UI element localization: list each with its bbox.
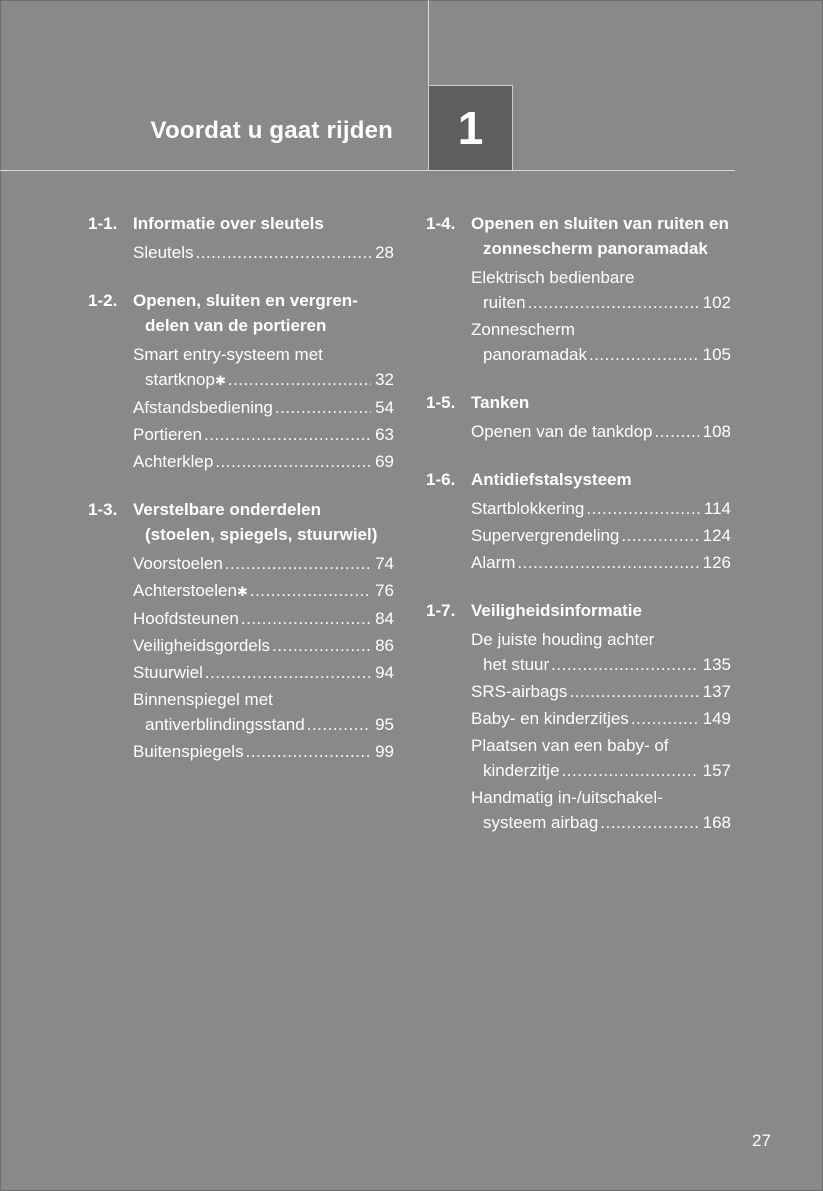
toc-entry-line bbox=[133, 367, 394, 393]
entry-title: Plaatsen van een baby- of bbox=[471, 736, 669, 755]
page-number: 27 bbox=[752, 1131, 771, 1150]
toc-section bbox=[88, 211, 394, 265]
toc-entry[interactable] bbox=[133, 342, 394, 393]
footnote-asterisk: ✱ bbox=[236, 584, 248, 599]
toc-entry[interactable] bbox=[471, 496, 731, 521]
toc-entry[interactable] bbox=[471, 550, 731, 575]
dot-leader bbox=[204, 422, 371, 447]
entry-page-number: 95 bbox=[375, 715, 394, 734]
entry-page-number: 114 bbox=[703, 499, 731, 518]
toc-entry[interactable] bbox=[471, 419, 731, 444]
chapter-number-tab: 1 bbox=[428, 85, 513, 170]
toc-entry-line bbox=[471, 758, 731, 783]
toc-entry-line bbox=[133, 712, 394, 737]
entry-title: Stuurwiel bbox=[133, 663, 203, 682]
toc-entry-list bbox=[88, 551, 394, 764]
section-heading bbox=[88, 497, 394, 547]
entry-page-number: 32 bbox=[375, 370, 394, 389]
dot-leader bbox=[307, 712, 371, 737]
entry-page-number: 149 bbox=[702, 709, 731, 728]
toc-section bbox=[426, 598, 731, 835]
entry-page-number: 54 bbox=[375, 398, 394, 417]
entry-page-number: 105 bbox=[702, 345, 731, 364]
entry-page-number: 84 bbox=[375, 609, 394, 628]
section-number: 1-1. bbox=[88, 214, 118, 233]
dot-leader bbox=[528, 290, 699, 315]
toc-entry-list bbox=[426, 265, 731, 367]
entry-title: Startblokkering bbox=[471, 499, 585, 518]
toc-entry[interactable] bbox=[133, 551, 394, 576]
toc-entry-line bbox=[471, 290, 731, 315]
section-heading bbox=[426, 598, 731, 623]
dot-leader bbox=[517, 550, 698, 575]
entry-page-number: 157 bbox=[702, 761, 731, 780]
dot-leader bbox=[195, 240, 371, 265]
dot-leader bbox=[205, 660, 371, 685]
toc-section bbox=[426, 211, 731, 367]
toc-entry[interactable] bbox=[133, 606, 394, 631]
entry-title: systeem airbag bbox=[483, 813, 599, 832]
header-divider-horizontal bbox=[0, 170, 735, 171]
toc-entry[interactable] bbox=[471, 265, 731, 315]
entry-title: Zonnescherm bbox=[471, 320, 575, 339]
section-heading bbox=[426, 390, 731, 415]
toc-entry-line bbox=[133, 551, 394, 576]
entry-title: Smart entry-systeem met bbox=[133, 345, 323, 364]
entry-title: Sleutels bbox=[133, 243, 194, 262]
entry-page-number: 69 bbox=[375, 452, 394, 471]
entry-title: De juiste houding achter bbox=[471, 630, 655, 649]
toc-entry-line bbox=[133, 739, 394, 764]
dot-leader bbox=[272, 633, 371, 658]
entry-title: antiverblindingsstand bbox=[145, 715, 305, 734]
toc-entry[interactable] bbox=[471, 785, 731, 835]
entry-title: SRS-airbags bbox=[471, 682, 568, 701]
toc-entry[interactable] bbox=[133, 240, 394, 265]
toc-entry-line bbox=[471, 496, 731, 521]
section-heading bbox=[426, 467, 731, 492]
entry-title: Buitenspiegels bbox=[133, 742, 244, 761]
dot-leader bbox=[600, 810, 698, 835]
toc-entry-list bbox=[426, 496, 731, 575]
entry-title: ruiten bbox=[483, 293, 526, 312]
toc-entry-line bbox=[471, 523, 731, 548]
entry-page-number: 168 bbox=[702, 813, 731, 832]
toc-entry-line bbox=[133, 342, 394, 367]
toc-entry-line bbox=[133, 449, 394, 474]
toc-entry[interactable] bbox=[471, 706, 731, 731]
toc-right-column bbox=[426, 211, 731, 858]
toc-entry-line bbox=[133, 633, 394, 658]
toc-entry-line bbox=[471, 706, 731, 731]
toc-entry-line bbox=[133, 606, 394, 631]
dot-leader bbox=[586, 496, 700, 521]
entry-title: Binnenspiegel met bbox=[133, 690, 273, 709]
entry-title: Achterklep bbox=[133, 452, 214, 471]
chapter-title: Voordat u gaat rijden bbox=[150, 117, 393, 144]
toc-entry-line bbox=[471, 550, 731, 575]
toc-entry[interactable] bbox=[471, 523, 731, 548]
toc-entry[interactable] bbox=[471, 733, 731, 783]
header-divider-vertical bbox=[428, 0, 429, 86]
entry-page-number: 86 bbox=[375, 636, 394, 655]
toc-entry[interactable] bbox=[133, 660, 394, 685]
entry-title: kinderzitje bbox=[483, 761, 560, 780]
toc-entry[interactable] bbox=[133, 739, 394, 764]
section-title: Openen, sluiten en vergren-delen van de portieren bbox=[133, 291, 358, 335]
dot-leader bbox=[241, 606, 371, 631]
section-number: 1-2. bbox=[88, 291, 118, 310]
section-title: Openen en sluiten van ruiten en zonnescherm panoramadak bbox=[471, 214, 729, 258]
toc-entry-line bbox=[471, 627, 731, 652]
dot-leader bbox=[246, 739, 372, 764]
toc-entry-line bbox=[471, 317, 731, 342]
entry-title: Elektrisch bedienbare bbox=[471, 268, 635, 287]
toc-section bbox=[88, 288, 394, 474]
toc-entry[interactable] bbox=[133, 422, 394, 447]
toc-entry[interactable] bbox=[471, 679, 731, 704]
entry-title: startknop✱ bbox=[145, 370, 226, 389]
toc-section bbox=[88, 497, 394, 764]
entry-page-number: 102 bbox=[702, 293, 731, 312]
entry-title: Alarm bbox=[471, 553, 516, 572]
entry-page-number: 28 bbox=[375, 243, 394, 262]
footnote-asterisk: ✱ bbox=[214, 373, 226, 388]
toc-entry[interactable] bbox=[133, 395, 394, 420]
toc-entry-line bbox=[471, 652, 731, 677]
toc-entry-line bbox=[133, 578, 394, 604]
toc-entry-list bbox=[88, 342, 394, 474]
section-title: Verstelbare onderdelen (stoelen, spiegels, stuurwiel) bbox=[133, 500, 378, 544]
entry-title: Veiligheidsgordels bbox=[133, 636, 271, 655]
section-title: Antidiefstalsysteem bbox=[471, 470, 632, 489]
dot-leader bbox=[631, 706, 699, 731]
toc-entry[interactable] bbox=[133, 578, 394, 604]
toc-entry-line bbox=[133, 687, 394, 712]
toc-entry[interactable] bbox=[133, 633, 394, 658]
toc-entry-line bbox=[471, 733, 731, 758]
dot-leader bbox=[589, 342, 699, 367]
entry-title: panoramadak bbox=[483, 345, 587, 364]
entry-page-number: 74 bbox=[375, 554, 394, 573]
section-title: Informatie over sleutels bbox=[133, 214, 324, 233]
entry-title: Handmatig in-/uitschakel- bbox=[471, 788, 663, 807]
dot-leader bbox=[275, 395, 371, 420]
section-number: 1-5. bbox=[426, 393, 456, 412]
section-heading bbox=[426, 211, 731, 261]
section-heading bbox=[88, 211, 394, 236]
entry-page-number: 126 bbox=[702, 553, 731, 572]
section-heading bbox=[88, 288, 394, 338]
toc-entry-line bbox=[133, 422, 394, 447]
toc-entry-line bbox=[471, 419, 731, 444]
toc-entry-list bbox=[426, 419, 731, 444]
section-number: 1-6. bbox=[426, 470, 456, 489]
toc-section bbox=[426, 467, 731, 575]
toc-entry-line bbox=[133, 240, 394, 265]
toc-entry-line bbox=[471, 342, 731, 367]
dot-leader bbox=[228, 367, 371, 392]
entry-title: Hoofdsteunen bbox=[133, 609, 239, 628]
toc-entry-line bbox=[471, 810, 731, 835]
dot-leader bbox=[654, 419, 698, 444]
toc-entry-line bbox=[471, 785, 731, 810]
dot-leader bbox=[621, 523, 698, 548]
dot-leader bbox=[250, 578, 371, 603]
entry-title: Baby- en kinderzitjes bbox=[471, 709, 629, 728]
entry-page-number: 94 bbox=[375, 663, 394, 682]
dot-leader bbox=[562, 758, 699, 783]
toc-entry[interactable] bbox=[133, 687, 394, 737]
toc-entry-line bbox=[133, 395, 394, 420]
toc-entry-list bbox=[426, 627, 731, 835]
entry-title: Afstandsbediening bbox=[133, 398, 273, 417]
entry-title: het stuur bbox=[483, 655, 550, 674]
entry-page-number: 108 bbox=[702, 422, 731, 441]
toc-entry-line bbox=[133, 660, 394, 685]
entry-title: Portieren bbox=[133, 425, 202, 444]
dot-leader bbox=[225, 551, 371, 576]
toc-entry-line bbox=[471, 265, 731, 290]
entry-page-number: 124 bbox=[702, 526, 731, 545]
toc-section bbox=[426, 390, 731, 444]
entry-title: Voorstoelen bbox=[133, 554, 223, 573]
toc-entry[interactable] bbox=[471, 627, 731, 677]
entry-title: Supervergrendeling bbox=[471, 526, 620, 545]
section-number: 1-4. bbox=[426, 214, 456, 233]
entry-page-number: 137 bbox=[702, 682, 731, 701]
entry-title: Achterstoelen✱ bbox=[133, 581, 248, 600]
entry-page-number: 135 bbox=[702, 655, 731, 674]
dot-leader bbox=[569, 679, 698, 704]
toc-entry-line bbox=[471, 679, 731, 704]
dot-leader bbox=[215, 449, 371, 474]
section-title: Tanken bbox=[471, 393, 530, 412]
entry-page-number: 99 bbox=[375, 742, 394, 761]
toc-left-column bbox=[88, 211, 394, 787]
section-number: 1-3. bbox=[88, 500, 118, 519]
entry-page-number: 63 bbox=[375, 425, 394, 444]
dot-leader bbox=[551, 652, 698, 677]
toc-entry[interactable] bbox=[471, 317, 731, 367]
section-title: Veiligheidsinformatie bbox=[471, 601, 642, 620]
section-number: 1-7. bbox=[426, 601, 456, 620]
entry-title: Openen van de tankdop bbox=[471, 422, 653, 441]
entry-page-number: 76 bbox=[375, 581, 394, 600]
toc-entry-list bbox=[88, 240, 394, 265]
toc-entry[interactable] bbox=[133, 449, 394, 474]
